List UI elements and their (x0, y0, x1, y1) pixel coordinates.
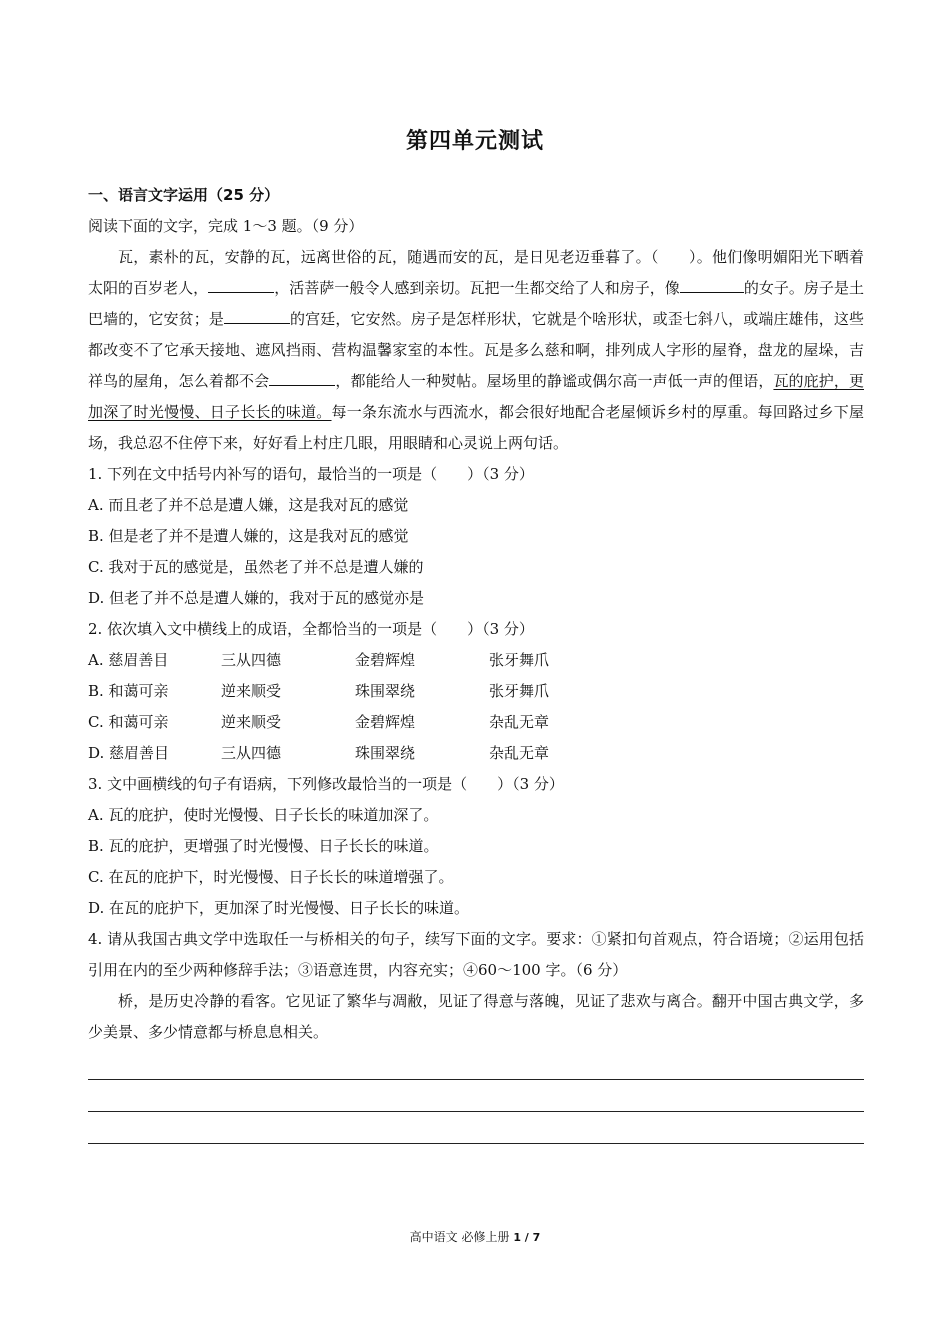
question-3-option-a: A. 瓦的庇护，使时光慢慢、日子长长的味道加深了。 (88, 806, 439, 824)
underlined-sentence: 瓦的庇护，更加深了时光慢慢、日子长长的味道。 (88, 372, 864, 421)
option-word: 金碧辉煌 (355, 713, 416, 731)
question-1-option-c: C. 我对于瓦的感觉是，虽然老了并不总是遭人嫌的 (88, 558, 424, 576)
question-1-option-d: D. 但老了并不总是遭人嫌的，我对于瓦的感觉亦是 (88, 589, 425, 607)
question-4-passage: 桥，是历史冷静的看客。它见证了繁华与凋敝，见证了得意与落魄，见证了悲欢与离合。翻开中国古典文学，多少美景、多少情意都与桥息息相关。 (88, 992, 864, 1041)
option-word: 逆来顺受 (221, 682, 282, 700)
answer-line[interactable] (88, 1048, 864, 1080)
question-2-option-c (88, 707, 864, 738)
answer-line[interactable] (88, 1080, 864, 1112)
page-number: 1 / 7 (513, 1231, 541, 1244)
page-footer (0, 1228, 950, 1245)
option-word: 珠围翠绕 (355, 682, 416, 700)
option-word: D. 慈眉善目 (88, 744, 170, 762)
question-4-stem: 4. 请从我国古典文学中选取任一与桥相关的句子，续写下面的文字。要求：①紧扣句首观点，符合语境；②运用包括引用在内的至少两种修辞手法；③语意连贯，内容充实；④60～100 字。（6 分） (88, 930, 864, 979)
content (88, 180, 864, 1144)
option-word: B. 和蔼可亲 (88, 682, 169, 700)
option-word: 珠围翠绕 (355, 744, 416, 762)
option-word: 杂乱无章 (489, 713, 550, 731)
option-word: 三从四德 (221, 651, 282, 669)
question-1-option-b: B. 但是老了并不是遭人嫌的，这是我对瓦的感觉 (88, 527, 409, 545)
passage-text-1: 瓦，素朴的瓦，安静的瓦，远离世俗的瓦，随遇而安的瓦，是日见老迈垂暮了。（ ）。他们像明媚阳光下晒着太阳的百岁老人， (88, 248, 864, 297)
question-2-stem: 2. 依次填入文中横线上的成语，全都恰当的一项是（ ）（3 分） (88, 620, 534, 638)
answer-line[interactable] (88, 1112, 864, 1144)
question-3-option-d: D. 在瓦的庇护下，更加深了时光慢慢、日子长长的味道。 (88, 899, 470, 917)
footer-label: 高中语文 必修上册 (409, 1230, 510, 1244)
fill-blank-1 (208, 291, 274, 293)
option-word: 张牙舞爪 (489, 651, 550, 669)
question-3-option-b: B. 瓦的庇护，更增强了时光慢慢、日子长长的味道。 (88, 837, 439, 855)
question-3-option-c: C. 在瓦的庇护下，时光慢慢、日子长长的味道增强了。 (88, 868, 454, 886)
fill-blank-2 (680, 291, 744, 293)
question-1-option-a: A. 而且老了并不总是遭人嫌，这是我对瓦的感觉 (88, 496, 409, 514)
option-word: 三从四德 (221, 744, 282, 762)
option-word: C. 和蔼可亲 (88, 713, 169, 731)
option-word: 张牙舞爪 (489, 682, 550, 700)
question-2-option-a (88, 645, 864, 676)
reading-instruction: 阅读下面的文字，完成 1～3 题。（9 分） (88, 217, 364, 235)
option-word: 逆来顺受 (221, 713, 282, 731)
passage-text-3: 的女子。房子是土巴墙的，它安贫；是 (88, 279, 864, 328)
question-2-option-d (88, 738, 864, 769)
page-title: 第四单元测试 (405, 129, 544, 154)
question-1-stem: 1. 下列在文中括号内补写的语句，最恰当的一项是（ ）（3 分） (88, 465, 534, 483)
fill-blank-3 (224, 322, 290, 324)
passage-text-6: 每一条东流水与西流水，都会很好地配合老屋倾诉乡村的厚重。每回路过乡下屋场，我总忍不住停下来，好好看上村庄几眼，用眼睛和心灵说上两句话。 (88, 403, 864, 452)
fill-blank-4 (269, 384, 335, 386)
option-word: A. 慈眉善目 (88, 651, 169, 669)
section-heading: 一、语言文字运用（25 分） (88, 186, 280, 204)
reading-passage (88, 242, 864, 459)
question-3-stem: 3. 文中画横线的句子有语病，下列修改最恰当的一项是（ ）（3 分） (88, 775, 564, 793)
question-2-option-b (88, 676, 864, 707)
passage-text-4: 的宫廷，它安然。房子是怎样形状，它就是个啥形状，或歪七斜八，或端庄雄伟，这些都改变不了它承天接地、遮风挡雨、营构温馨家室的本性。瓦是多么慈和啊，排列成人字形的屋脊，盘龙的屋垛，吉祥鸟的屋角，怎么着都不会 (88, 310, 864, 390)
option-word: 金碧辉煌 (355, 651, 416, 669)
passage-text-2: ，活菩萨一般令人感到亲切。瓦把一生都交给了人和房子，像 (274, 279, 680, 297)
passage-text-5: ，都能给人一种熨帖。屋场里的静谧或偶尔高一声低一声的俚语， (335, 372, 774, 390)
option-word: 杂乱无章 (489, 744, 550, 762)
